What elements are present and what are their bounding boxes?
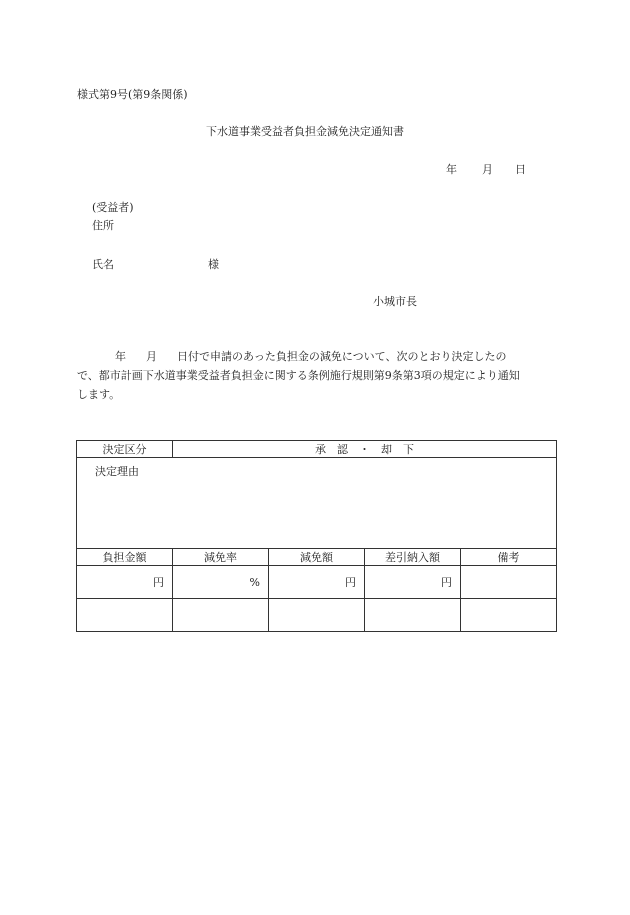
decision-value: 承 認 ・ 却 下 — [173, 441, 557, 458]
issuer-name: 小城市長 — [373, 295, 417, 308]
reason-cell — [77, 458, 557, 549]
document-title: 下水道事業受益者負担金減免決定通知書 — [206, 125, 404, 138]
blank-row — [77, 599, 557, 632]
decision-table — [76, 440, 557, 632]
reduction-amount-cell: 円 — [269, 566, 365, 599]
body-month: 月 — [146, 350, 157, 363]
header-reduction-amount: 減免額 — [269, 549, 365, 566]
notice-body-line-2: で、都市計画下水道事業受益者負担金に関する条例施行規則第9条第3項の規定により通知 — [77, 369, 520, 382]
blank-cell — [77, 599, 173, 632]
decision-row — [77, 441, 557, 458]
body-year: 年 — [115, 350, 126, 363]
remarks-cell — [461, 566, 557, 599]
date-day-label: 日 — [515, 163, 526, 176]
date-year-label: 年 — [446, 163, 457, 176]
notice-body-line-1 — [77, 347, 555, 366]
charge-amount-cell: 円 — [77, 566, 173, 599]
notice-body — [77, 347, 555, 404]
header-row — [77, 549, 557, 566]
notice-body-line-3: します。 — [77, 388, 121, 401]
blank-cell — [461, 599, 557, 632]
reason-row — [77, 458, 557, 549]
blank-cell — [365, 599, 461, 632]
net-payment-cell: 円 — [365, 566, 461, 599]
honorific: 様 — [208, 258, 219, 271]
date-month-label: 月 — [482, 163, 493, 176]
amount-row — [77, 566, 557, 599]
header-net-payment: 差引納入額 — [365, 549, 461, 566]
reason-label: 決定理由 — [95, 465, 139, 478]
reduction-rate-cell: % — [173, 566, 269, 599]
blank-cell — [269, 599, 365, 632]
blank-cell — [173, 599, 269, 632]
form-number: 様式第9号(第9条関係) — [77, 88, 188, 101]
decision-label: 決定区分 — [77, 441, 173, 458]
name-label: 氏名 — [92, 258, 114, 271]
body-line1-text: 日付で申請のあった負担金の減免について、次のとおり決定したの — [177, 350, 507, 363]
header-charge-amount: 負担金額 — [77, 549, 173, 566]
recipient-heading: (受益者) — [92, 201, 134, 214]
header-remarks: 備考 — [461, 549, 557, 566]
header-reduction-rate: 減免率 — [173, 549, 269, 566]
address-label: 住所 — [92, 219, 114, 232]
